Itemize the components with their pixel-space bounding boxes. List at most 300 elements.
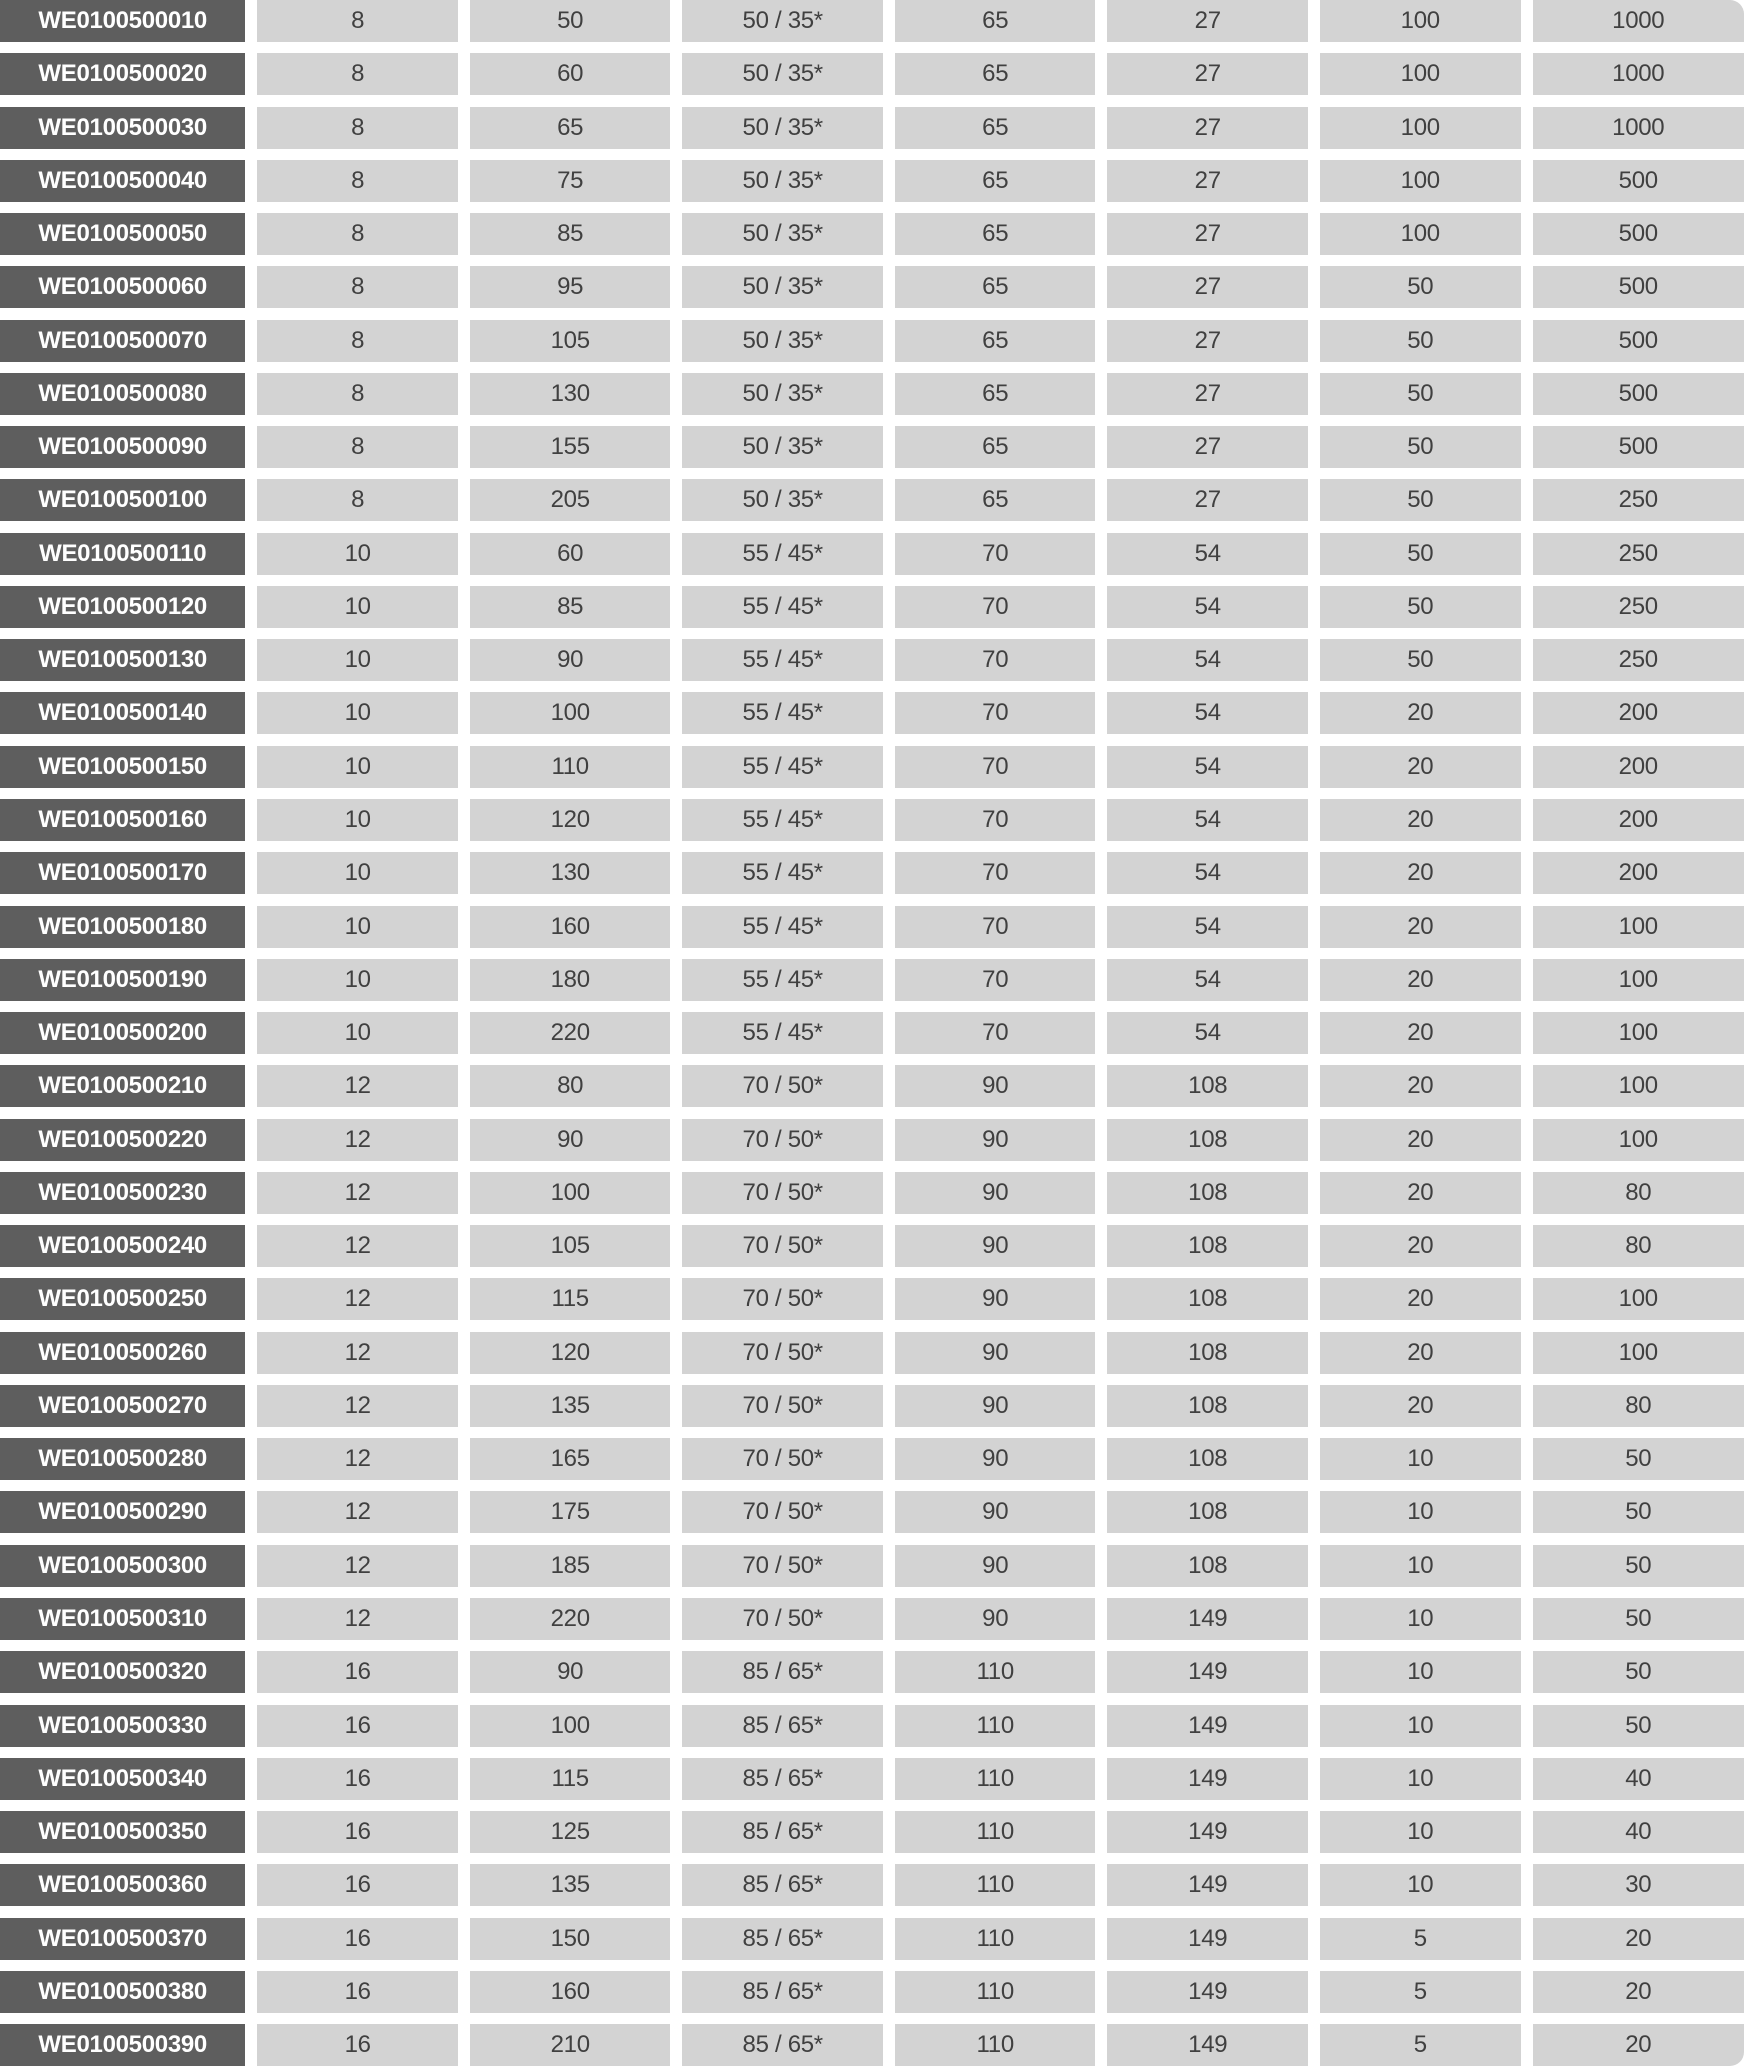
- table-cell: 55 / 45*: [682, 692, 883, 734]
- table-cell: 65: [895, 107, 1096, 149]
- table-cell: 54: [1107, 586, 1308, 628]
- table-cell: 50 / 35*: [682, 107, 883, 149]
- table-cell: 50: [1320, 426, 1521, 468]
- table-cell: 100: [470, 692, 671, 734]
- table-cell: 5: [1320, 1971, 1521, 2013]
- table-cell: 10: [257, 906, 458, 948]
- table-cell: 105: [470, 320, 671, 362]
- table-cell: 40: [1533, 1758, 1744, 1800]
- article-code-cell: WE0100500170: [0, 852, 245, 894]
- table-cell: 55 / 45*: [682, 533, 883, 575]
- table-cell: 27: [1107, 53, 1308, 95]
- table-cell: 105: [470, 1225, 671, 1267]
- table-cell: 16: [257, 1864, 458, 1906]
- article-code-cell: WE0100500310: [0, 1598, 245, 1640]
- table-cell: 20: [1320, 1119, 1521, 1161]
- table-cell: 27: [1107, 479, 1308, 521]
- article-code-cell: WE0100500040: [0, 160, 245, 202]
- table-row: [0, 1012, 1744, 1054]
- table-cell: 70 / 50*: [682, 1332, 883, 1374]
- table-cell: 20: [1533, 1918, 1744, 1960]
- table-cell: 16: [257, 1651, 458, 1693]
- table-cell: 135: [470, 1864, 671, 1906]
- table-cell: 50: [1320, 639, 1521, 681]
- table-cell: 70: [895, 746, 1096, 788]
- table-row: [0, 586, 1744, 628]
- table-cell: 50 / 35*: [682, 320, 883, 362]
- table-cell: 54: [1107, 533, 1308, 575]
- table-row: [0, 479, 1744, 521]
- table-row: [0, 1651, 1744, 1693]
- table-cell: 115: [470, 1758, 671, 1800]
- table-cell: 20: [1320, 746, 1521, 788]
- table-cell: 55 / 45*: [682, 906, 883, 948]
- table-cell: 65: [470, 107, 671, 149]
- table-cell: 50 / 35*: [682, 53, 883, 95]
- table-cell: 1000: [1533, 0, 1744, 42]
- table-cell: 100: [1320, 160, 1521, 202]
- table-cell: 210: [470, 2024, 671, 2066]
- article-code-cell: WE0100500090: [0, 426, 245, 468]
- table-cell: 20: [1320, 1385, 1521, 1427]
- table-cell: 50 / 35*: [682, 479, 883, 521]
- article-code-cell: WE0100500200: [0, 1012, 245, 1054]
- article-code-cell: WE0100500370: [0, 1918, 245, 1960]
- table-cell: 220: [470, 1012, 671, 1054]
- table-cell: 149: [1107, 1864, 1308, 1906]
- article-code-cell: WE0100500210: [0, 1065, 245, 1107]
- table-cell: 27: [1107, 426, 1308, 468]
- table-cell: 80: [1533, 1225, 1744, 1267]
- table-row: [0, 1758, 1744, 1800]
- table-cell: 50: [1320, 479, 1521, 521]
- table-cell: 55 / 45*: [682, 639, 883, 681]
- table-cell: 110: [895, 1971, 1096, 2013]
- table-cell: 500: [1533, 426, 1744, 468]
- table-cell: 90: [895, 1332, 1096, 1374]
- article-code-cell: WE0100500320: [0, 1651, 245, 1693]
- article-code-cell: WE0100500150: [0, 746, 245, 788]
- table-cell: 16: [257, 1758, 458, 1800]
- article-code-cell: WE0100500260: [0, 1332, 245, 1374]
- table-cell: 149: [1107, 1918, 1308, 1960]
- table-cell: 90: [895, 1438, 1096, 1480]
- table-cell: 100: [1533, 1332, 1744, 1374]
- table-cell: 120: [470, 1332, 671, 1374]
- article-code-cell: WE0100500030: [0, 107, 245, 149]
- table-cell: 85: [470, 213, 671, 255]
- table-cell: 8: [257, 107, 458, 149]
- table-cell: 54: [1107, 799, 1308, 841]
- table-cell: 125: [470, 1811, 671, 1853]
- table-cell: 85 / 65*: [682, 1758, 883, 1800]
- table-cell: 10: [1320, 1491, 1521, 1533]
- table-cell: 20: [1320, 799, 1521, 841]
- table-cell: 110: [895, 1811, 1096, 1853]
- table-cell: 250: [1533, 479, 1744, 521]
- table-row: [0, 0, 1744, 42]
- table-cell: 1000: [1533, 107, 1744, 149]
- table-cell: 20: [1320, 959, 1521, 1001]
- table-cell: 16: [257, 1705, 458, 1747]
- table-cell: 85 / 65*: [682, 1705, 883, 1747]
- table-cell: 200: [1533, 799, 1744, 841]
- table-cell: 12: [257, 1438, 458, 1480]
- article-code-cell: WE0100500100: [0, 479, 245, 521]
- table-cell: 120: [470, 799, 671, 841]
- table-cell: 20: [1533, 2024, 1744, 2066]
- table-cell: 5: [1320, 1918, 1521, 1960]
- table-cell: 108: [1107, 1225, 1308, 1267]
- table-row: [0, 1598, 1744, 1640]
- table-cell: 70: [895, 692, 1096, 734]
- table-cell: 100: [1320, 213, 1521, 255]
- table-row: [0, 1918, 1744, 1960]
- article-code-cell: WE0100500240: [0, 1225, 245, 1267]
- article-code-cell: WE0100500080: [0, 373, 245, 415]
- table-cell: 100: [1320, 107, 1521, 149]
- table-cell: 205: [470, 479, 671, 521]
- table-row: [0, 107, 1744, 149]
- table-cell: 55 / 45*: [682, 959, 883, 1001]
- table-cell: 50 / 35*: [682, 160, 883, 202]
- table-cell: 50: [1320, 533, 1521, 575]
- table-cell: 70: [895, 533, 1096, 575]
- table-cell: 12: [257, 1172, 458, 1214]
- table-cell: 50 / 35*: [682, 426, 883, 468]
- table-cell: 65: [895, 213, 1096, 255]
- article-code-cell: WE0100500120: [0, 586, 245, 628]
- table-cell: 55 / 45*: [682, 1012, 883, 1054]
- table-cell: 70: [895, 586, 1096, 628]
- table-cell: 55 / 45*: [682, 586, 883, 628]
- table-cell: 50: [1533, 1545, 1744, 1587]
- table-cell: 12: [257, 1332, 458, 1374]
- table-cell: 108: [1107, 1119, 1308, 1161]
- table-row: [0, 266, 1744, 308]
- table-cell: 8: [257, 53, 458, 95]
- table-cell: 100: [1320, 53, 1521, 95]
- table-cell: 50: [1533, 1598, 1744, 1640]
- table-cell: 70: [895, 906, 1096, 948]
- table-row: [0, 1119, 1744, 1161]
- table-cell: 10: [1320, 1758, 1521, 1800]
- table-cell: 70 / 50*: [682, 1598, 883, 1640]
- table-cell: 10: [257, 1012, 458, 1054]
- table-cell: 27: [1107, 160, 1308, 202]
- table-cell: 108: [1107, 1278, 1308, 1320]
- article-code-cell: WE0100500020: [0, 53, 245, 95]
- table-cell: 110: [895, 1705, 1096, 1747]
- table-cell: 16: [257, 1918, 458, 1960]
- table-cell: 75: [470, 160, 671, 202]
- table-cell: 500: [1533, 266, 1744, 308]
- table-cell: 54: [1107, 1012, 1308, 1054]
- article-code-cell: WE0100500140: [0, 692, 245, 734]
- table-cell: 85: [470, 586, 671, 628]
- table-cell: 10: [257, 639, 458, 681]
- table-cell: 110: [895, 1864, 1096, 1906]
- article-code-cell: WE0100500050: [0, 213, 245, 255]
- table-cell: 40: [1533, 1811, 1744, 1853]
- table-cell: 80: [1533, 1385, 1744, 1427]
- table-cell: 149: [1107, 1651, 1308, 1693]
- table-cell: 8: [257, 320, 458, 362]
- table-cell: 85 / 65*: [682, 1651, 883, 1693]
- table-cell: 20: [1320, 1278, 1521, 1320]
- table-cell: 85 / 65*: [682, 1864, 883, 1906]
- table-cell: 20: [1533, 1971, 1744, 2013]
- table-cell: 149: [1107, 1811, 1308, 1853]
- table-cell: 50 / 35*: [682, 266, 883, 308]
- table-row: [0, 53, 1744, 95]
- table-cell: 20: [1320, 1225, 1521, 1267]
- table-cell: 16: [257, 1811, 458, 1853]
- table-cell: 10: [257, 852, 458, 894]
- article-code-cell: WE0100500190: [0, 959, 245, 1001]
- table-row: [0, 1811, 1744, 1853]
- table-cell: 10: [1320, 1598, 1521, 1640]
- article-code-cell: WE0100500160: [0, 799, 245, 841]
- table-cell: 54: [1107, 746, 1308, 788]
- article-code-cell: WE0100500250: [0, 1278, 245, 1320]
- table-cell: 90: [895, 1225, 1096, 1267]
- table-cell: 65: [895, 373, 1096, 415]
- table-row: [0, 1438, 1744, 1480]
- table-cell: 500: [1533, 320, 1744, 362]
- table-cell: 50: [1533, 1651, 1744, 1693]
- table-cell: 10: [1320, 1438, 1521, 1480]
- table-row: [0, 213, 1744, 255]
- table-cell: 12: [257, 1545, 458, 1587]
- table-cell: 10: [1320, 1545, 1521, 1587]
- table-cell: 65: [895, 320, 1096, 362]
- table-cell: 500: [1533, 213, 1744, 255]
- table-cell: 27: [1107, 373, 1308, 415]
- table-cell: 12: [257, 1119, 458, 1161]
- table-cell: 200: [1533, 692, 1744, 734]
- table-cell: 110: [895, 1651, 1096, 1693]
- table-cell: 8: [257, 0, 458, 42]
- table-cell: 149: [1107, 1971, 1308, 2013]
- table-cell: 70 / 50*: [682, 1119, 883, 1161]
- table-cell: 12: [257, 1385, 458, 1427]
- table-cell: 70 / 50*: [682, 1172, 883, 1214]
- table-cell: 180: [470, 959, 671, 1001]
- table-cell: 54: [1107, 692, 1308, 734]
- table-cell: 108: [1107, 1065, 1308, 1107]
- article-code-cell: WE0100500230: [0, 1172, 245, 1214]
- table-cell: 110: [895, 1918, 1096, 1960]
- table-row: [0, 160, 1744, 202]
- table-cell: 65: [895, 0, 1096, 42]
- table-row: [0, 533, 1744, 575]
- table-cell: 70 / 50*: [682, 1065, 883, 1107]
- table-cell: 149: [1107, 1598, 1308, 1640]
- table-cell: 30: [1533, 1864, 1744, 1906]
- table-cell: 1000: [1533, 53, 1744, 95]
- article-code-cell: WE0100500130: [0, 639, 245, 681]
- article-code-cell: WE0100500340: [0, 1758, 245, 1800]
- table-cell: 12: [257, 1491, 458, 1533]
- table-cell: 250: [1533, 533, 1744, 575]
- table-cell: 149: [1107, 1705, 1308, 1747]
- table-cell: 70 / 50*: [682, 1438, 883, 1480]
- table-row: [0, 1545, 1744, 1587]
- table-row: [0, 1491, 1744, 1533]
- table-cell: 70: [895, 799, 1096, 841]
- table-row: [0, 746, 1744, 788]
- table-cell: 108: [1107, 1491, 1308, 1533]
- table-cell: 55 / 45*: [682, 852, 883, 894]
- table-cell: 50: [1320, 373, 1521, 415]
- table-cell: 160: [470, 906, 671, 948]
- table-row: [0, 1065, 1744, 1107]
- table-cell: 70: [895, 1012, 1096, 1054]
- table-cell: 20: [1320, 1065, 1521, 1107]
- table-cell: 90: [470, 639, 671, 681]
- table-cell: 155: [470, 426, 671, 468]
- table-cell: 90: [895, 1598, 1096, 1640]
- article-code-cell: WE0100500180: [0, 906, 245, 948]
- table-cell: 50: [1533, 1705, 1744, 1747]
- table-cell: 108: [1107, 1385, 1308, 1427]
- table-cell: 10: [1320, 1651, 1521, 1693]
- table-row: [0, 1864, 1744, 1906]
- table-cell: 16: [257, 2024, 458, 2066]
- table-cell: 10: [257, 959, 458, 1001]
- table-cell: 55 / 45*: [682, 746, 883, 788]
- table-cell: 20: [1320, 906, 1521, 948]
- article-code-cell: WE0100500380: [0, 1971, 245, 2013]
- table-cell: 20: [1320, 1172, 1521, 1214]
- table-cell: 54: [1107, 852, 1308, 894]
- table-cell: 110: [895, 1758, 1096, 1800]
- table-row: [0, 1278, 1744, 1320]
- table-row: [0, 1705, 1744, 1747]
- table-cell: 70: [895, 639, 1096, 681]
- table-cell: 108: [1107, 1332, 1308, 1374]
- table-cell: 50 / 35*: [682, 213, 883, 255]
- table-cell: 70 / 50*: [682, 1545, 883, 1587]
- table-cell: 90: [895, 1172, 1096, 1214]
- table-cell: 90: [895, 1545, 1096, 1587]
- table-cell: 100: [470, 1172, 671, 1214]
- table-cell: 50: [1533, 1438, 1744, 1480]
- table-cell: 50: [1320, 266, 1521, 308]
- table-cell: 8: [257, 426, 458, 468]
- table-row: [0, 320, 1744, 362]
- table-row: [0, 1225, 1744, 1267]
- table-cell: 250: [1533, 586, 1744, 628]
- table-cell: 55 / 45*: [682, 799, 883, 841]
- table-cell: 10: [1320, 1705, 1521, 1747]
- article-code-cell: WE0100500270: [0, 1385, 245, 1427]
- table-cell: 20: [1320, 692, 1521, 734]
- table-cell: 8: [257, 160, 458, 202]
- table-cell: 8: [257, 266, 458, 308]
- table-cell: 135: [470, 1385, 671, 1427]
- table-cell: 10: [257, 586, 458, 628]
- table-cell: 200: [1533, 746, 1744, 788]
- table-cell: 115: [470, 1278, 671, 1320]
- table-cell: 90: [470, 1651, 671, 1693]
- table-cell: 60: [470, 53, 671, 95]
- table-cell: 50 / 35*: [682, 0, 883, 42]
- table-cell: 108: [1107, 1545, 1308, 1587]
- table-cell: 50: [1533, 1491, 1744, 1533]
- table-cell: 27: [1107, 320, 1308, 362]
- table-cell: 220: [470, 1598, 671, 1640]
- table-cell: 50: [470, 0, 671, 42]
- table-cell: 160: [470, 1971, 671, 2013]
- table-cell: 27: [1107, 266, 1308, 308]
- table-cell: 90: [895, 1065, 1096, 1107]
- table-cell: 65: [895, 266, 1096, 308]
- table-cell: 70 / 50*: [682, 1225, 883, 1267]
- table-cell: 90: [895, 1278, 1096, 1320]
- table-cell: 90: [895, 1491, 1096, 1533]
- table-cell: 20: [1320, 1012, 1521, 1054]
- table-row: [0, 373, 1744, 415]
- table-cell: 95: [470, 266, 671, 308]
- table-cell: 100: [1533, 1278, 1744, 1320]
- table-row: [0, 852, 1744, 894]
- table-cell: 90: [470, 1119, 671, 1161]
- table-cell: 100: [1533, 1119, 1744, 1161]
- article-code-cell: WE0100500110: [0, 533, 245, 575]
- table-cell: 65: [895, 53, 1096, 95]
- table-cell: 90: [895, 1119, 1096, 1161]
- table-cell: 80: [470, 1065, 671, 1107]
- table-row: [0, 1385, 1744, 1427]
- table-cell: 149: [1107, 2024, 1308, 2066]
- table-cell: 54: [1107, 906, 1308, 948]
- table-cell: 10: [257, 533, 458, 575]
- table-cell: 250: [1533, 639, 1744, 681]
- table-cell: 108: [1107, 1438, 1308, 1480]
- table-cell: 12: [257, 1225, 458, 1267]
- table-cell: 85 / 65*: [682, 2024, 883, 2066]
- table-cell: 8: [257, 479, 458, 521]
- table-cell: 12: [257, 1598, 458, 1640]
- table-cell: 500: [1533, 160, 1744, 202]
- table-cell: 16: [257, 1971, 458, 2013]
- article-code-cell: WE0100500350: [0, 1811, 245, 1853]
- table-cell: 10: [257, 799, 458, 841]
- table-cell: 110: [470, 746, 671, 788]
- table-cell: 10: [257, 746, 458, 788]
- table-cell: 85 / 65*: [682, 1971, 883, 2013]
- table-row: [0, 1971, 1744, 2013]
- table-cell: 5: [1320, 2024, 1521, 2066]
- table-row: [0, 426, 1744, 468]
- table-cell: 110: [895, 2024, 1096, 2066]
- table-row: [0, 959, 1744, 1001]
- table-row: [0, 906, 1744, 948]
- table-cell: 8: [257, 213, 458, 255]
- table-cell: 149: [1107, 1758, 1308, 1800]
- table-cell: 20: [1320, 1332, 1521, 1374]
- table-cell: 27: [1107, 107, 1308, 149]
- table-row: [0, 2024, 1744, 2066]
- article-code-cell: WE0100500330: [0, 1705, 245, 1747]
- article-code-cell: WE0100500290: [0, 1491, 245, 1533]
- article-code-cell: WE0100500390: [0, 2024, 245, 2066]
- table-cell: 165: [470, 1438, 671, 1480]
- table-cell: 100: [470, 1705, 671, 1747]
- table-cell: 10: [1320, 1811, 1521, 1853]
